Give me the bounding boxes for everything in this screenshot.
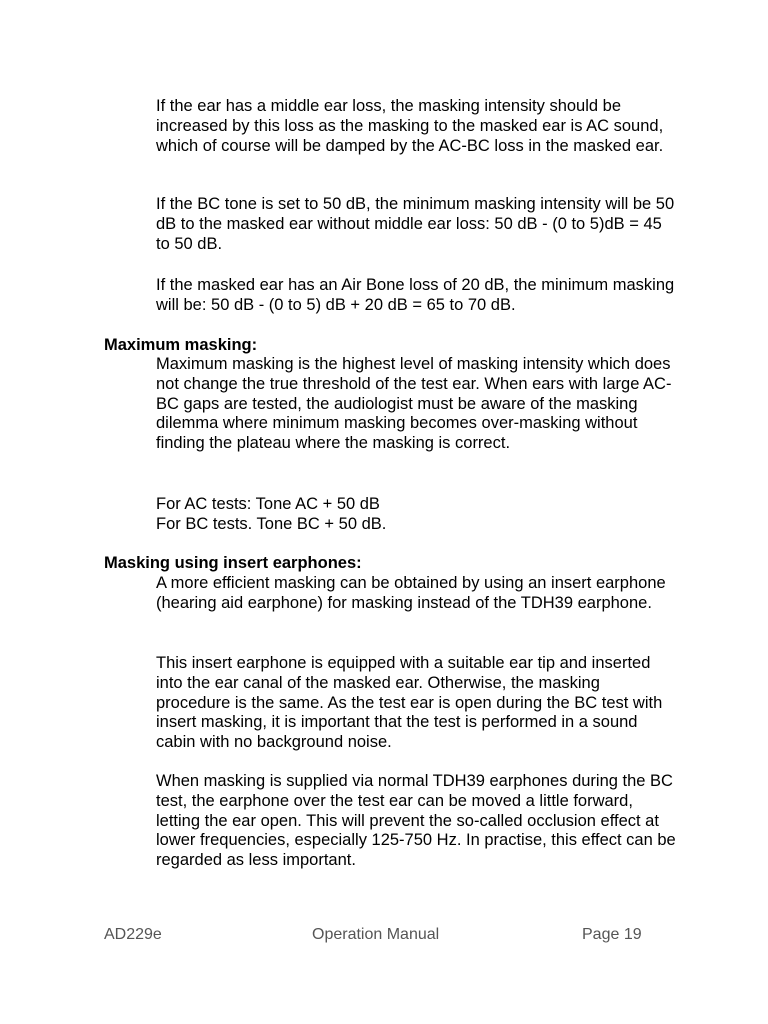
- bc-test-formula: For BC tests. Tone BC + 50 dB.: [156, 515, 387, 533]
- paragraph-air-bone-loss: If the masked ear has an Air Bone loss of 20 dB, the minimum masking will be: 50 dB - (0 to 5) dB + 20 dB = 65 to 70 dB.: [156, 276, 675, 314]
- paragraph-insert-earphone: A more efficient masking can be obtained by using an insert earphone (hearing aid earphone) for masking instead of the TDH39 earphone.: [156, 574, 666, 612]
- paragraph-middle-ear-loss: If the ear has a middle ear loss, the masking intensity should be increased by this loss as the masking to the masked ear is AC sound, which of course will be damped by the AC-BC loss in the masked ear.: [156, 97, 664, 155]
- footer-page-number: Page 19: [582, 926, 642, 943]
- heading-maximum-masking: Maximum masking:: [104, 336, 258, 354]
- paragraph-maximum-masking: Maximum masking is the highest level of masking intensity which does not change the true threshold of the test ear. When ears with large AC-BC gaps are tested, the audiologist must be aware of the masking dilemma where minimum masking becomes over-masking without finding the plateau where the masking is correct.: [156, 355, 672, 453]
- footer-model: AD229e: [104, 926, 162, 943]
- paragraph-ear-tip: This insert earphone is equipped with a suitable ear tip and inserted into the ear canal of the masked ear. Otherwise, the masking procedure is the same. As the test ear is open during the BC test with insert masking, it is important that the test is performed in a sound cabin with no background noise.: [156, 654, 663, 752]
- paragraph-tdh39: When masking is supplied via normal TDH39 earphones during the BC test, the earphone over the test ear can be moved a little forward, letting the ear open. This will prevent the so-called occlusion effect at lower frequencies, especially 125-750 Hz. In practise, this effect can be regarded as less important.: [156, 772, 676, 870]
- ac-test-formula: For AC tests: Tone AC + 50 dB: [156, 495, 380, 513]
- paragraph-bc-tone-50db: If the BC tone is set to 50 dB, the minimum masking intensity will be 50 dB to the masked ear without middle ear loss: 50 dB - (0 to 5)dB = 45 to 50 dB.: [156, 195, 675, 253]
- footer-title: Operation Manual: [312, 926, 440, 943]
- heading-insert-earphones: Masking using insert earphones:: [104, 554, 362, 572]
